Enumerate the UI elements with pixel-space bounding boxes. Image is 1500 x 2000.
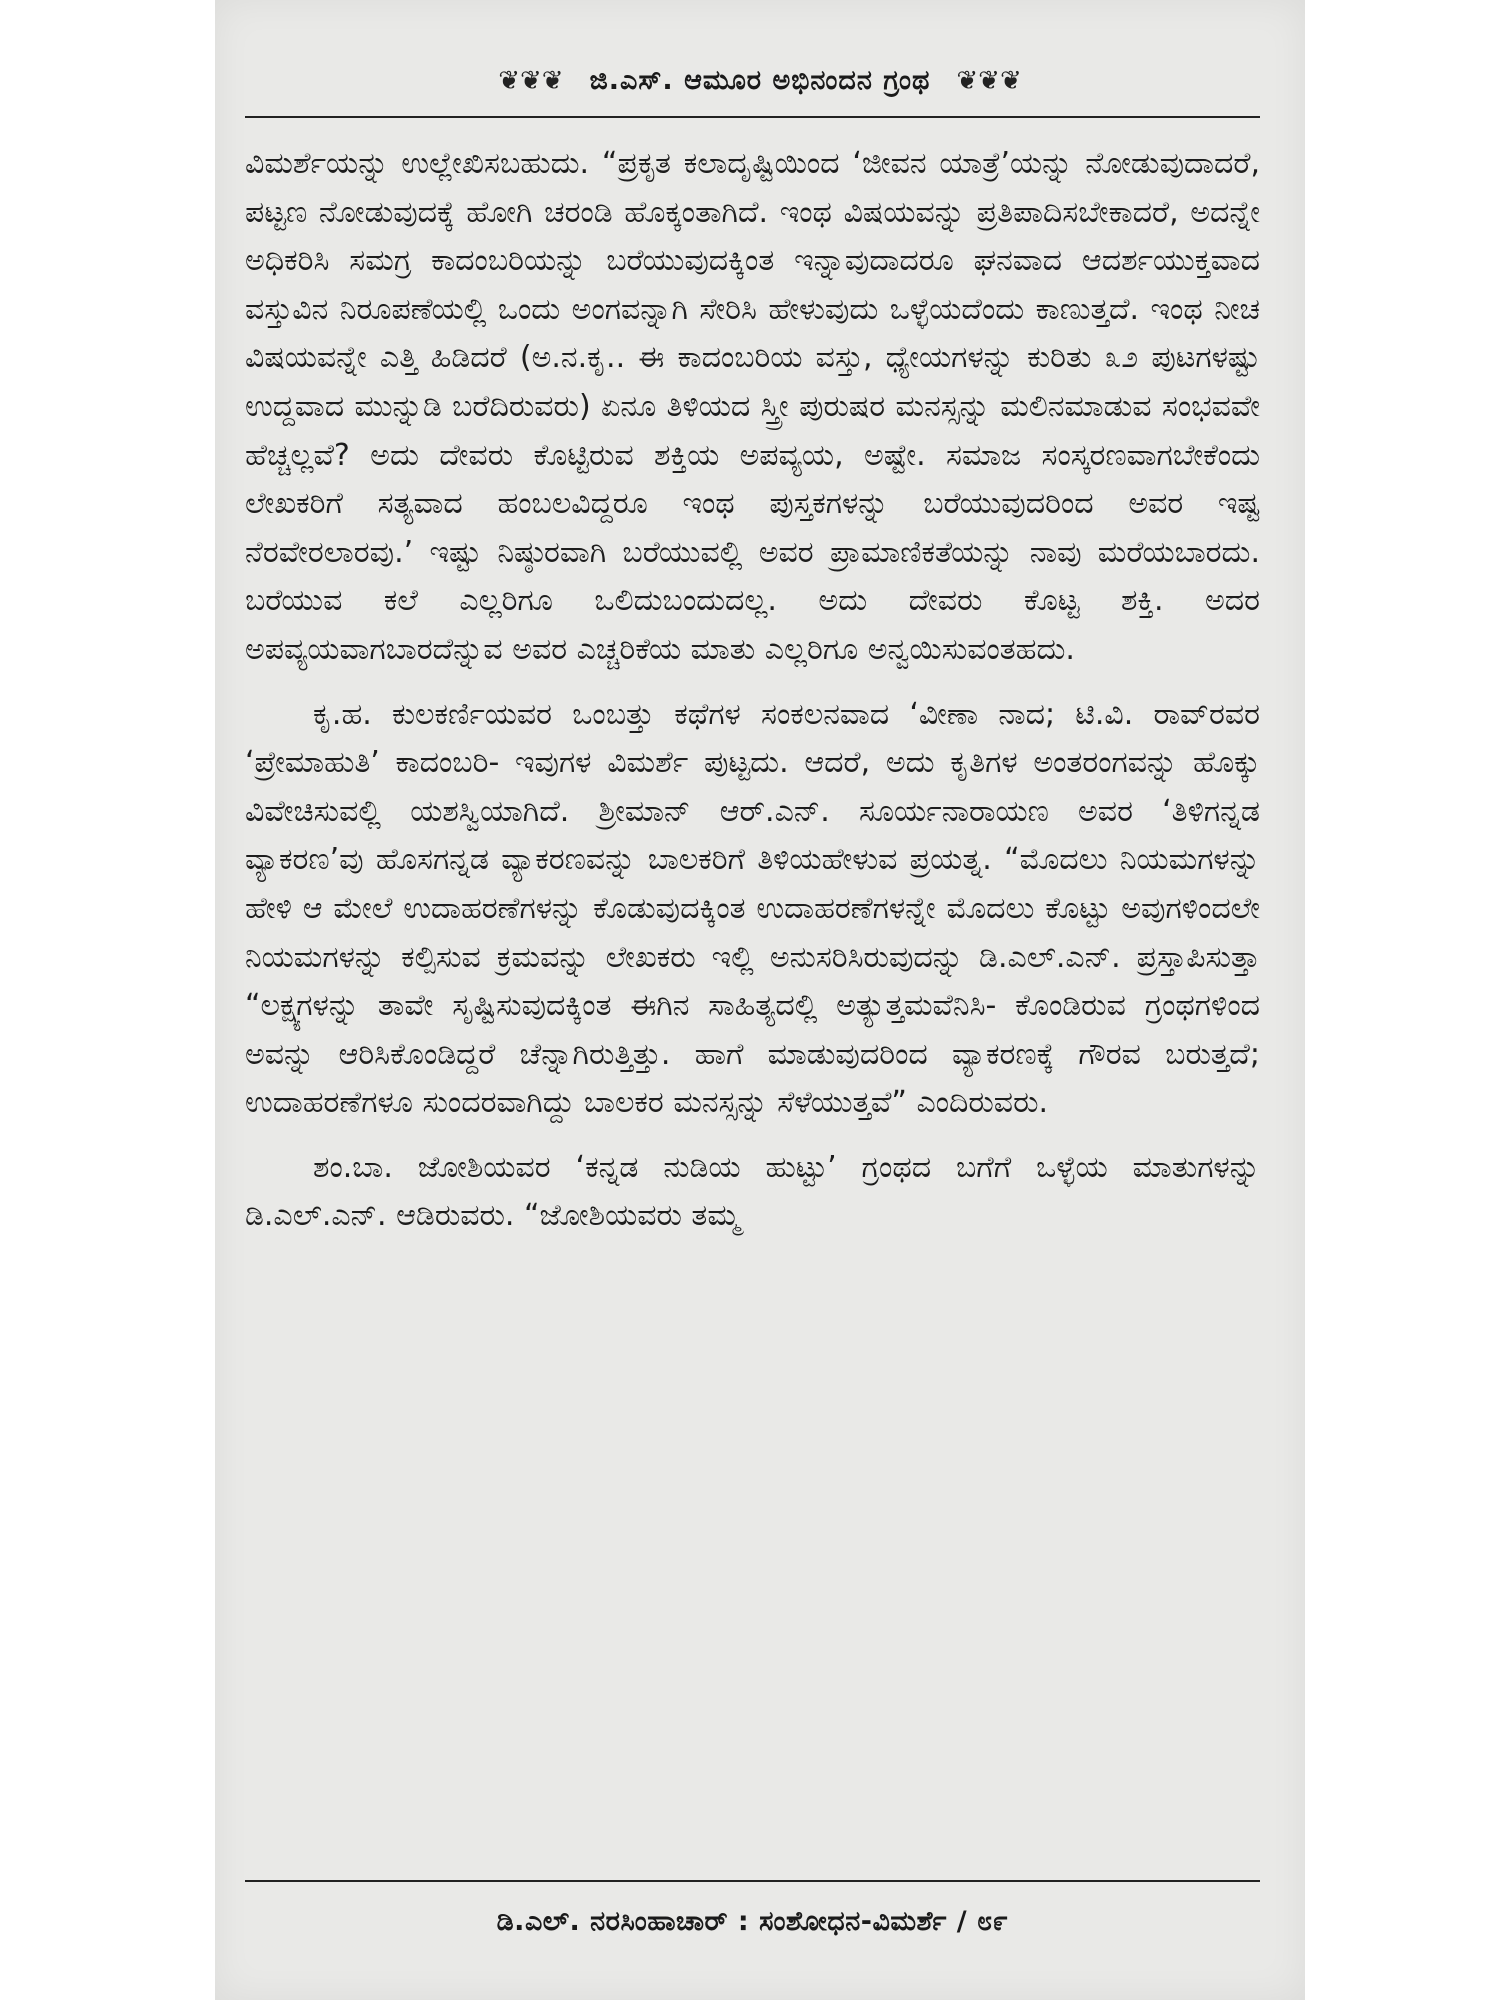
paragraph: ಶಂ.ಬಾ. ಜೋಶಿಯವರ ‘ಕನ್ನಡ ನುಡಿಯ ಹುಟ್ಟು’ ಗ್ರಂಥದ ಬಗೆಗೆ ಒಳ್ಳೆಯ ಮಾತುಗಳನ್ನು ಡಿ.ಎಲ್.ಎನ್. ಆಡಿರುವರು. “ಜೋಶಿಯವರು ತಮ್ಮ (245, 1149, 1260, 1234)
paragraph: ವಿಮರ್ಶೆಯನ್ನು ಉಲ್ಲೇಖಿಸಬಹುದು. “ಪ್ರಕೃತ ಕಲಾದೃಷ್ಟಿಯಿಂದ ‘ಜೀವನ ಯಾತ್ರೆ’ಯನ್ನು ನೋಡುವುದಾದರೆ, ಪಟ್ಟಣ ನೋಡುವುದಕ್ಕೆ ಹೋಗಿ ಚರಂಡಿ ಹೊಕ್ಕಂತಾಗಿದೆ. ಇಂಥ ವಿಷಯವನ್ನು ಪ್ರತಿಪಾದಿಸಬೇಕಾದರೆ, ಅದನ್ನೇ ಅಧಿಕರಿಸಿ ಸಮಗ್ರ ಕಾದಂಬರಿಯನ್ನು ಬರೆಯುವುದಕ್ಕಿಂತ ಇನ್ನಾವುದಾದರೂ ಘನವಾದ ಆದರ್ಶಯುಕ್ತವಾದ ವಸ್ತುವಿನ ನಿರೂಪಣೆಯಲ್ಲಿ ಒಂದು ಅಂಗವನ್ನಾಗಿ ಸೇರಿಸಿ ಹೇಳುವುದು ಒಳ್ಳೆಯದೆಂದು ಕಾಣುತ್ತದೆ. ಇಂಥ ನೀಚ ವಿಷಯವನ್ನೇ ಎತ್ತಿ ಹಿಡಿದರೆ (ಅ.ನ.ಕೃ.. ಈ ಕಾದಂಬರಿಯ ವಸ್ತು, ಧ್ಯೇಯಗಳನ್ನು ಕುರಿತು ೩೨ ಪುಟಗಳಷ್ಟು ಉದ್ದವಾದ ಮುನ್ನುಡಿ ಬರೆದಿರುವರು) ಏನೂ ತಿಳಿಯದ ಸ್ತ್ರೀ ಪುರುಷರ ಮನಸ್ಸನ್ನು ಮಲಿನಮಾಡುವ ಸಂಭವವೇ ಹೆಚ್ಚಲ್ಲವೆ? ಅದು ದೇವರು ಕೊಟ್ಟಿರುವ ಶಕ್ತಿಯ ಅಪವ್ಯಯ, ಅಷ್ಟೇ. ಸಮಾಜ ಸಂಸ್ಕರಣವಾಗಬೇಕೆಂದು ಲೇಖಕರಿಗೆ ಸತ್ಯವಾದ ಹಂಬಲವಿದ್ದರೂ ಇಂಥ ಪುಸ್ತಕಗಳನ್ನು ಬರೆಯುವುದರಿಂದ ಅವರ ಇಷ್ಟ ನೆರವೇರಲಾರವು.’ ಇಷ್ಟು ನಿಷ್ಠುರವಾಗಿ ಬರೆಯುವಲ್ಲಿ ಅವರ ಪ್ರಾಮಾಣಿಕತೆಯನ್ನು ನಾವು ಮರೆಯಬಾರದು. ಬರೆಯುವ ಕಲೆ ಎಲ್ಲರಿಗೂ ಒಲಿದುಬಂದುದಲ್ಲ. ಅದು ದೇವರು ಕೊಟ್ಟ ಶಕ್ತಿ. ಅದರ ಅಪವ್ಯಯವಾಗಬಾರದೆನ್ನುವ ಅವರ ಎಚ್ಚರಿಕೆಯ ಮಾತು ಎಲ್ಲರಿಗೂ ಅನ್ವಯಿಸುವಂತಹದು. (245, 146, 1260, 667)
book-page (215, 0, 1305, 2000)
header-title: ಜಿ.ಎಸ್. ಆಮೂರ ಅಭಿನಂದನ ಗ್ರಂಥ (589, 65, 931, 96)
leaf-ornament-icon: ❦❦❦ (956, 66, 1022, 96)
running-footer: ಡಿ.ಎಲ್. ನರಸಿಂಹಾಚಾರ್ : ಸಂಶೋಧನ-ವಿಮರ್ಶೆ / ೮೯ (496, 1906, 1009, 1937)
footer-rule (245, 1880, 1260, 1882)
body-text (245, 140, 1260, 1241)
running-header (245, 58, 1275, 104)
header-rule (245, 116, 1260, 118)
leaf-ornament-icon: ❦❦❦ (498, 66, 564, 96)
paragraph: ಕೃ.ಹ. ಕುಲಕರ್ಣಿಯವರ ಒಂಬತ್ತು ಕಥೆಗಳ ಸಂಕಲನವಾದ ‘ವೀಣಾ ನಾದ; ಟಿ.ವಿ. ರಾವ್‌ರವರ ‘ಪ್ರೇಮಾಹುತಿ’ ಕಾದಂಬರಿ- ಇವುಗಳ ವಿಮರ್ಶೆ ಪುಟ್ಟದು. ಆದರೆ, ಅದು ಕೃತಿಗಳ ಅಂತರಂಗವನ್ನು ಹೊಕ್ಕು ವಿವೇಚಿಸುವಲ್ಲಿ ಯಶಸ್ವಿಯಾಗಿದೆ. ಶ್ರೀಮಾನ್ ಆರ್.ಎನ್. ಸೂರ್ಯನಾರಾಯಣ ಅವರ ‘ತಿಳಿಗನ್ನಡ ವ್ಯಾಕರಣ’ವು ಹೊಸಗನ್ನಡ ವ್ಯಾಕರಣವನ್ನು ಬಾಲಕರಿಗೆ ತಿಳಿಯಹೇಳುವ ಪ್ರಯತ್ನ. “ಮೊದಲು ನಿಯಮಗಳನ್ನು ಹೇಳಿ ಆ ಮೇಲೆ ಉದಾಹರಣೆಗಳನ್ನು ಕೊಡುವುದಕ್ಕಿಂತ ಉದಾಹರಣೆಗಳನ್ನೇ ಮೊದಲು ಕೊಟ್ಟು ಅವುಗಳಿಂದಲೇ ನಿಯಮಗಳನ್ನು ಕಲ್ಪಿಸುವ ಕ್ರಮವನ್ನು ಲೇಖಕರು ಇಲ್ಲಿ ಅನುಸರಿಸಿರುವುದನ್ನು ಡಿ.ಎಲ್.ಎನ್. ಪ್ರಸ್ತಾಪಿಸುತ್ತಾ “ಲಕ್ಷ್ಯಗಳನ್ನು ತಾವೇ ಸೃಷ್ಟಿಸುವುದಕ್ಕಿಂತ ಈಗಿನ ಸಾಹಿತ್ಯದಲ್ಲಿ ಅತ್ಯುತ್ತಮವೆನಿಸಿ- ಕೊಂಡಿರುವ ಗ್ರಂಥಗಳಿಂದ ಅವನ್ನು ಆರಿಸಿಕೊಂಡಿದ್ದರೆ ಚೆನ್ನಾಗಿರುತ್ತಿತ್ತು. ಹಾಗೆ ಮಾಡುವುದರಿಂದ ವ್ಯಾಕರಣಕ್ಕೆ ಗೌರವ ಬರುತ್ತದೆ; ಉದಾಹರಣೆಗಳೂ ಸುಂದರವಾಗಿದ್ದು ಬಾಲಕರ ಮನಸ್ಸನ್ನು ಸೆಳೆಯುತ್ತವೆ” ಎಂದಿರುವರು. (245, 696, 1260, 1121)
